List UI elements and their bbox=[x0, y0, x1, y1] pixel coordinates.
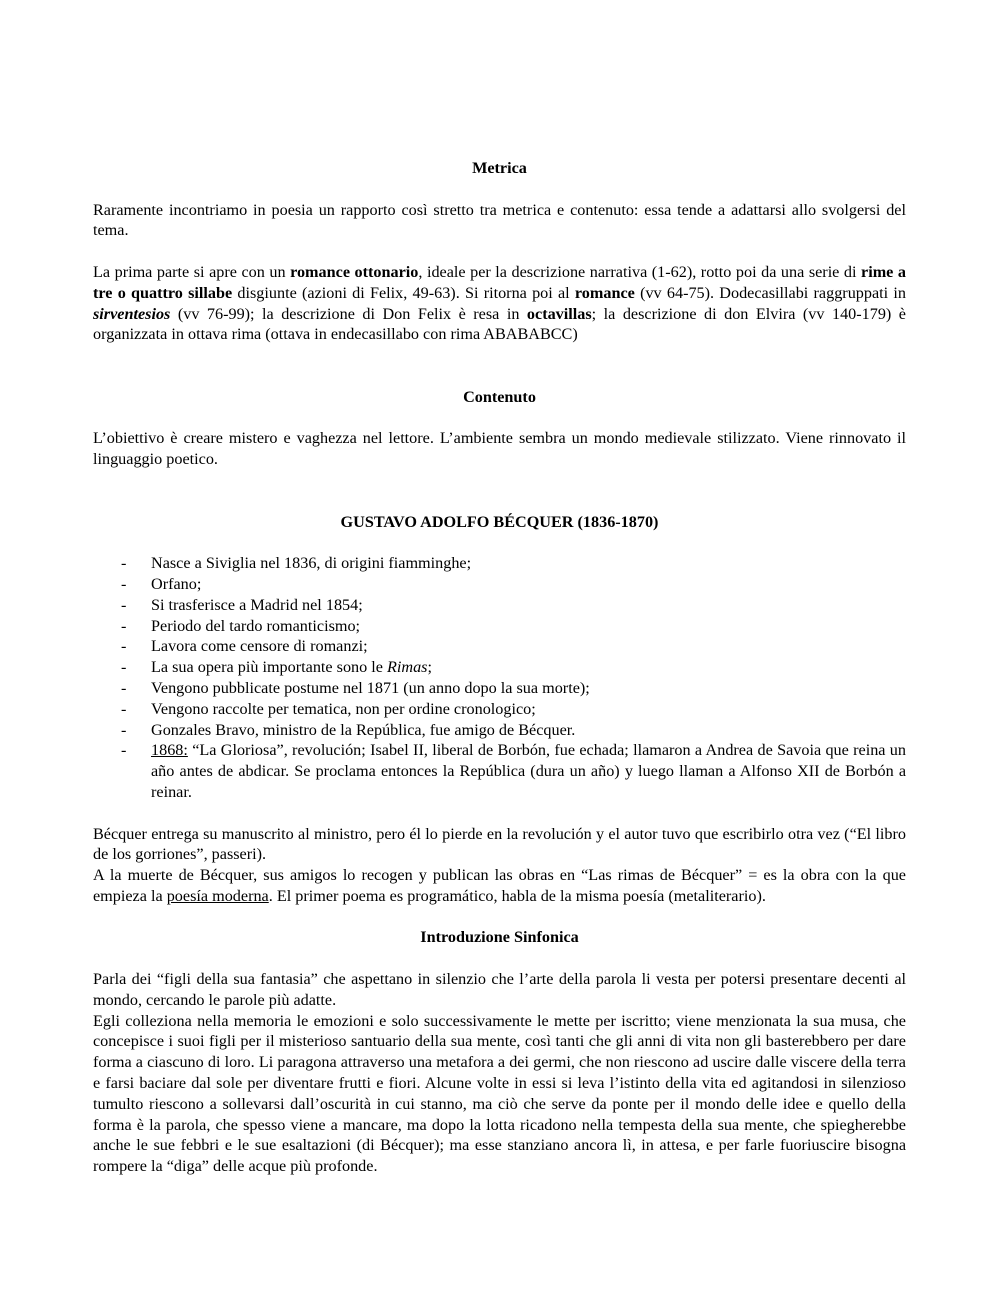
list-item: - 1868: “La Gloriosa”, revolución; Isabel II, liberal de Borbón, fue echada; llamaron a Andrea de Savoia que reina un año antes de abdicar. Se proclama entonces la República (dura un año) y luego llaman a Alfonso XII de Borbón a reinar. bbox=[121, 741, 906, 801]
contenuto-paragraph: L’obiettivo è creare mistero e vaghezza nel lettore. L’ambiente sembra un mondo medievale stilizzato. Viene rinnovato il linguaggio poetico. bbox=[93, 429, 906, 469]
introduzione-paragraph-2: Egli colleziona nella memoria le emozioni e solo successivamente le mette per iscritto; viene menzionata la sua musa, che concepisce i suoi figli per il misterioso santuario della sua mente, così tanti che gli anni di vita non gli basterebbero per dare forma a ciascuno di loro. Li paragona attraverso una metafora a dei germi, che non riescono ad uscire dalle viscere della terra e farsi baciare dal sole per diventare frutti e fiori. Alcune volte in essi si leva l’istinto della vita ed agitandosi in silenzioso tumulto riescono a sollevarsi dall’oscurità in cui stanno, ma ciò che serve da ponte per il mondo delle idee e quello della forma è la parola, che spesso viene a mancare, ma dopo la lotta ricadono nella tempesta della sua mente, che spiegherebbe anche le sue febbri e le sue esaltazioni (di Bécquer); ma esse stanziano ancora lì, in attesa, e per farle fuoriuscire bisogna rompere la “diga” delle acque più profonde. bbox=[93, 1011, 906, 1176]
list-item: - Nasce a Siviglia nel 1836, di origini fiamminghe; bbox=[121, 554, 472, 573]
list-item: - Vengono pubblicate postume nel 1871 (un anno dopo la sua morte); bbox=[121, 678, 590, 697]
list-item: - Periodo del tardo romanticismo; bbox=[121, 616, 361, 635]
becquer-paragraph-1: Bécquer entrega su manuscrito al ministro, pero él lo pierde en la revolución y el autor tuvo que escribirlo otra vez (“El libro de los gorriones”, passeri). bbox=[93, 824, 906, 864]
list-item: - Orfano; bbox=[121, 574, 202, 593]
introduzione-heading: Introduzione Sinfonica bbox=[420, 928, 579, 947]
list-item: - Vengono raccolte per tematica, non per ordine cronologico; bbox=[121, 699, 536, 718]
document-page bbox=[93, 158, 906, 1177]
list-item: - Si trasferisce a Madrid nel 1854; bbox=[121, 595, 363, 614]
introduzione-paragraph-1: Parla dei “figli della sua fantasia” che aspettano in silenzio che l’arte della parola li vesta per potersi presentare decenti al mondo, cercando le parole più adatte. bbox=[93, 970, 906, 1009]
becquer-paragraph-2: A la muerte de Bécquer, sus amigos lo recogen y publican las obras en “Las rimas de Bécquer” = es la obra con la que empieza la poesía moderna. El primer poema es programático, habla de la misma poesía (metaliterario). bbox=[93, 866, 906, 905]
list-item: - Gonzales Bravo, ministro de la República, fue amigo de Bécquer. bbox=[121, 720, 576, 739]
metrica-paragraph-1: Raramente incontriamo in poesia un rapporto così stretto tra metrica e contenuto: essa tende a adattarsi allo svolgersi del tema. bbox=[93, 200, 906, 240]
becquer-heading: GUSTAVO ADOLFO BÉCQUER (1836-1870) bbox=[340, 512, 659, 531]
list-item: - La sua opera più importante sono le Rimas; bbox=[121, 658, 432, 677]
becquer-bullet-list bbox=[93, 553, 906, 803]
metrica-paragraph-2: La prima parte si apre con un romance ottonario, ideale per la descrizione narrativa (1-62), rotto poi da una serie di rime a tre o quattro sillabe disgiunte (azioni di Felix, 49-63). Si ritorna poi al romance (vv 64-75). Dodecasillabi raggruppati in sirventesios (vv 76-99); la descrizione di Don Felix è resa in octavillas; la descrizione di don Elvira (vv 140-179) è organizzata in ottava rima (ottava in endecasillabo con rima ABABABCC) bbox=[93, 262, 906, 344]
metrica-heading: Metrica bbox=[472, 159, 527, 177]
list-item: - Lavora come censore di romanzi; bbox=[121, 637, 368, 656]
contenuto-heading: Contenuto bbox=[463, 387, 536, 406]
